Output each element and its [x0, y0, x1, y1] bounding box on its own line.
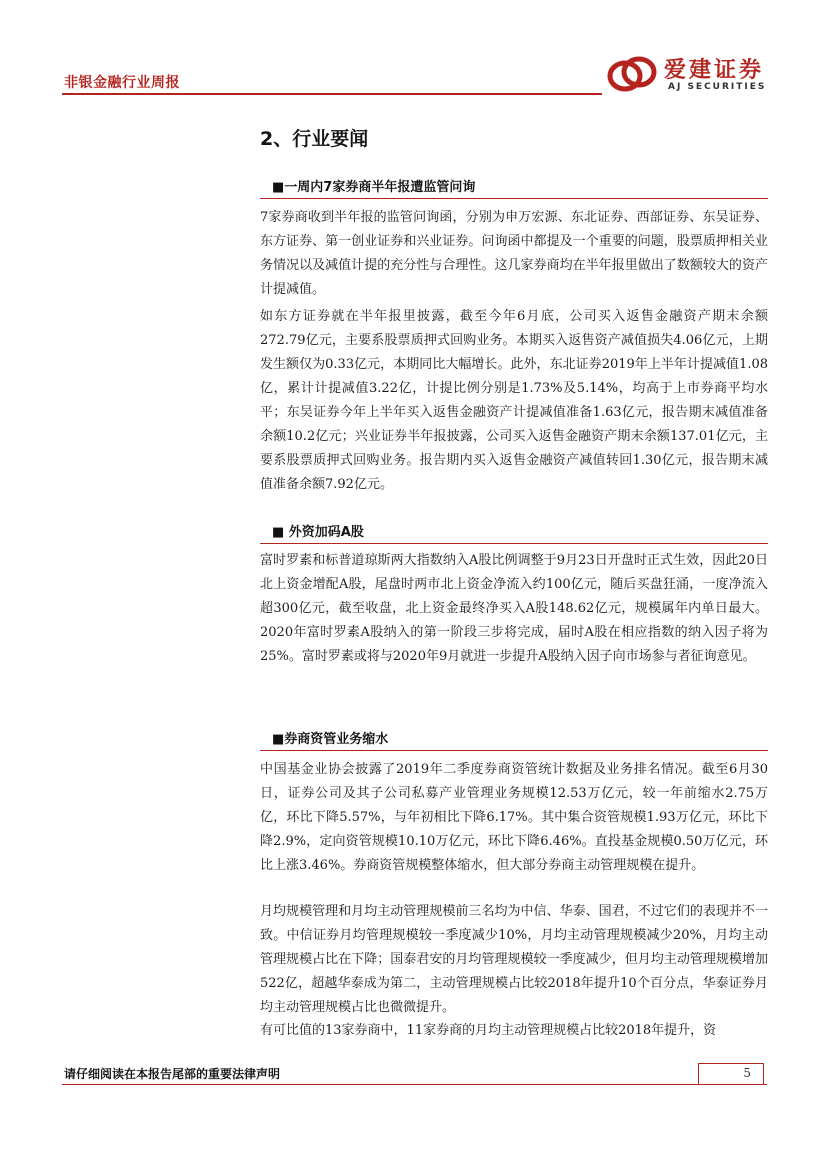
- news-paragraph: 如东方证券就在半年报里披露，截至今年6月底，公司买入返售金融资产期末余额272.79亿元，主要系股票质押式回购业务。本期买入返售资产减值损失4.06亿元，上期发生额仅为0.33亿元，本期同比大幅增长。此外，东北证券2019年上半年计提减值1.08亿，累计计提减值3.22亿，计提比例分别是1.73%及5.14%，均高于上市券商平均水平；东吴证券今年上半年买入返售金融资产计提减值准备1.63亿元，报告期末减值准备余额10.2亿元；兴业证券半年报披露，公司买入返售金融资产期末余额137.01亿元，主要系股票质押式回购业务。报告期内买入返售金融资产减值转回1.30亿元，报告期末减值准备余额7.92亿元。: [260, 309, 768, 492]
- footer-divider: [62, 1084, 767, 1085]
- news-paragraph: 月均规模管理和月均主动管理规模前三名均为中信、华泰、国君，不过它们的表现并不一致。中信证券月均管理规模较一季度减少10%，月均主动管理规模减少20%，月均主动管理规模占比在下降；国泰君安的月均管理规模较一季度减少，但月均主动管理规模增加522亿，超越华泰成为第二，主动管理规模占比较2018年提升10个百分点，华泰证券月均主动管理规模占比也微微提升。: [260, 904, 768, 1015]
- news-paragraph: 7家券商收到半年报的监管问询函，分别为申万宏源、东北证券、西部证券、东吴证券、东方证券、第一创业证券和兴业证券。问询函中都提及一个重要的问题，股票质押相关业务情况以及减值计提的充分性与合理性。这几家券商均在半年报里做出了数额较大的资产计提减值。: [260, 210, 768, 297]
- news-paragraph: 中国基金业协会披露了2019年二季度券商资管统计数据及业务排名情况。截至6月30日，证券公司及其子公司私募产业管理业务规模12.53万亿元，较一年前缩水2.75万亿，环比下降5.57%，与年初相比下降6.17%。其中集合资管规模1.93万亿元，环比下降2.9%，定向资管规模10.10万亿元，环比下降6.46%。直投基金规模0.50万亿元，环比上涨3.46%。券商资管规模整体缩水，但大部分券商主动管理规模在提升。: [260, 762, 768, 873]
- logo-chinese-name: 爱建证券: [664, 58, 765, 83]
- news-paragraph: 富时罗素和标普道琼斯两大指数纳入A股比例调整于9月23日开盘时正式生效，因此20日北上资金增配A股，尾盘时两市北上资金净流入约100亿元，随后买盘狂涌，一度净流入超300亿元，截至收盘，北上资金最终净买入A股148.62亿元，规模属年内单日最大。2020年富时罗素A股纳入的第一阶段三步将完成，届时A股在相应指数的纳入因子将为25%。富时罗素或将与2020年9月就进一步提升A股纳入因子向市场参与者征询意见。: [260, 553, 768, 664]
- company-logo: [606, 53, 776, 95]
- header-divider: [62, 93, 602, 95]
- news-heading-bar: [260, 726, 768, 751]
- legal-disclaimer-note: 请仔细阅读在本报告尾部的重要法律声明: [64, 1067, 281, 1081]
- news-heading: ■一周内7家券商半年报遭监管问询: [272, 180, 476, 195]
- news-heading-bar: [260, 174, 768, 199]
- logo-mark-icon: [606, 53, 658, 95]
- report-series-title: 非银金融行业周报: [64, 75, 180, 91]
- news-paragraph: 有可比值的13家券商中，11家券商的月均主动管理规模占比较2018年提升，资: [260, 1023, 717, 1038]
- news-heading-bar: [260, 519, 768, 544]
- news-heading: ■ 外资加码A股: [272, 525, 364, 540]
- news-heading: ■券商资管业务缩水: [272, 732, 389, 747]
- section-title: 2、行业要闻: [260, 128, 369, 150]
- page-number-box: [698, 1063, 764, 1084]
- page-number: 5: [743, 1066, 751, 1080]
- logo-english-name: AJ SECURITIES: [668, 82, 767, 92]
